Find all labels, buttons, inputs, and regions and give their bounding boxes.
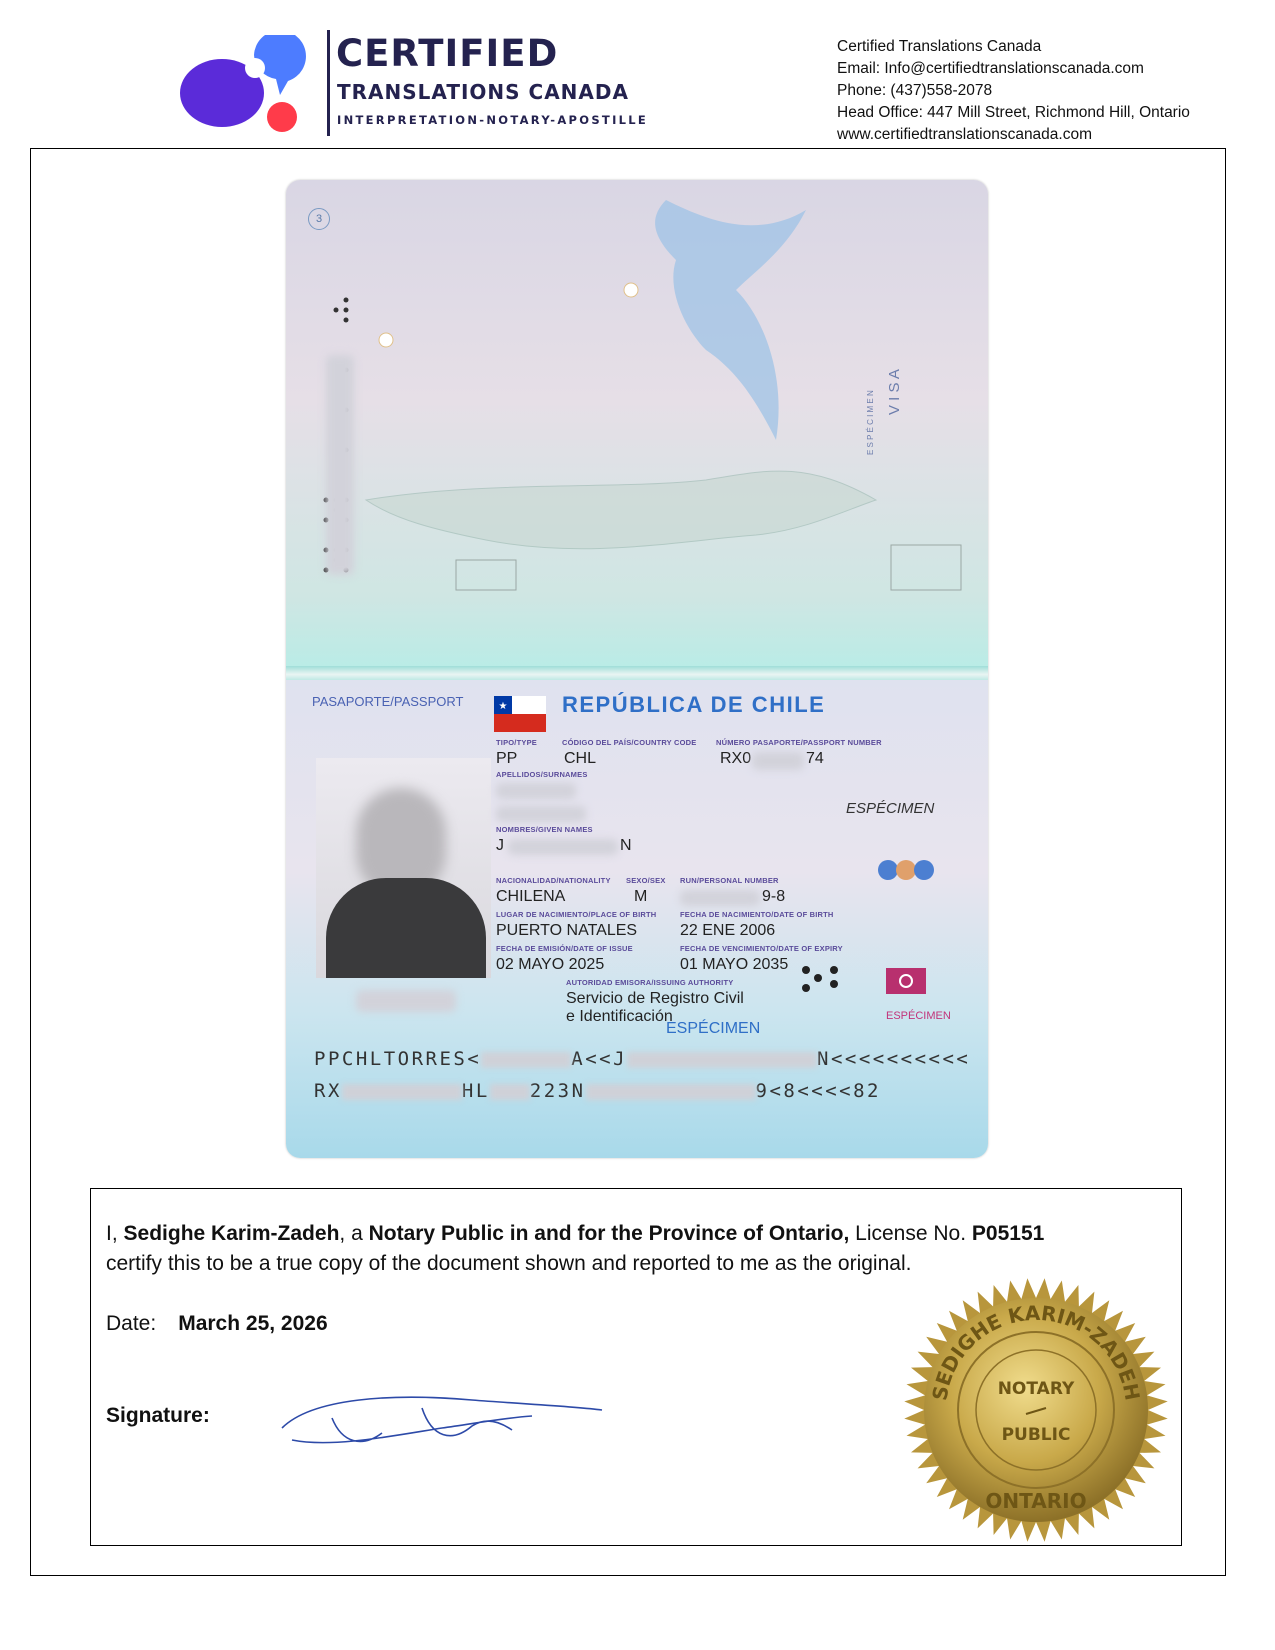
value-date-of-expiry: 01 MAYO 2035 xyxy=(680,956,789,973)
label-date-of-issue: FECHA DE EMISIÓN/DATE OF ISSUE xyxy=(496,944,633,953)
value-date-of-birth: 22 ENE 2006 xyxy=(680,922,776,939)
value-given-name-end: N xyxy=(620,837,632,854)
label-sex: SEXO/SEX xyxy=(626,876,666,885)
contact-phone: Phone: (437)558-2078 xyxy=(837,82,993,99)
value-passport-number-end: 74 xyxy=(806,750,824,767)
label-authority: AUTORIDAD EMISORA/ISSUING AUTHORITY xyxy=(566,978,734,987)
intro-i: I, xyxy=(106,1222,124,1245)
holder-photo xyxy=(316,758,491,978)
contact-office: Head Office: 447 Mill Street, Richmond Hill, Ontario xyxy=(837,104,1190,121)
label-nationality: NACIONALIDAD/NATIONALITY xyxy=(496,876,611,885)
braille-dots-icon xyxy=(796,960,846,1000)
label-type: TIPO/TYPE xyxy=(496,738,537,747)
chile-flag-icon xyxy=(494,696,546,732)
mrz-line1-start: PPCHLTORRES< xyxy=(314,1048,482,1070)
notary-title: Notary Public in and for the Province of Ontario, xyxy=(368,1222,850,1245)
value-nationality: CHILENA xyxy=(496,888,566,905)
certification-statement-line1 xyxy=(106,1222,1044,1246)
mrz-line-2 xyxy=(314,1080,881,1102)
label-date-of-birth: FECHA DE NACIMIENTO/DATE OF BIRTH xyxy=(680,910,834,919)
contact-email: Email: Info@certifiedtranslationscanada.com xyxy=(837,60,1144,77)
license-label: License No. xyxy=(849,1222,972,1245)
certification-statement-line2: certify this to be a true copy of the document shown and reported to me as the original. xyxy=(106,1252,912,1275)
label-place-of-birth: LUGAR DE NACIMIENTO/PLACE OF BIRTH xyxy=(496,910,657,919)
notary-seal-icon xyxy=(902,1276,1170,1544)
label-surnames: APELLIDOS/SURNAMES xyxy=(496,770,588,779)
label-given-names: NOMBRES/GIVEN NAMES xyxy=(496,825,593,834)
document-type-label: PASAPORTE/PASSPORT xyxy=(312,694,464,709)
mrz-line2-start: RX xyxy=(314,1080,342,1102)
mrz-line2-end: 9<8<<<<82 xyxy=(755,1080,881,1102)
passport-data-page xyxy=(286,680,988,1158)
visa-page-artwork xyxy=(286,180,988,670)
signature-label: Signature: xyxy=(106,1404,210,1427)
value-given-name-start: J xyxy=(496,837,504,854)
passport-visa-page xyxy=(286,180,988,670)
mrz-line2-mid1: HL xyxy=(461,1080,490,1102)
label-passport-number: NÚMERO PASAPORTE/PASSPORT NUMBER xyxy=(716,738,882,747)
intro-a: , a xyxy=(339,1222,369,1245)
seal-mid-text-1: NOTARY xyxy=(997,1379,1075,1399)
security-feature-icon xyxy=(876,850,936,890)
svg-text:★: ★ xyxy=(498,701,508,712)
license-number: P05151 xyxy=(971,1222,1045,1245)
emblem-icon xyxy=(886,968,926,994)
mrz-line1-mid: A<<J xyxy=(571,1048,628,1070)
seal-top-text: SEDIGHE KARIM-ZADEH xyxy=(927,1300,1145,1403)
label-country-code: CÓDIGO DEL PAÍS/COUNTRY CODE xyxy=(562,738,697,747)
value-country-code: CHL xyxy=(564,750,597,767)
value-sex: M xyxy=(634,888,648,905)
date-value: March 25, 2026 xyxy=(178,1312,328,1335)
seal-mid-text-2: PUBLIC xyxy=(1001,1425,1071,1445)
label-run: RUN/PERSONAL NUMBER xyxy=(680,876,779,885)
passport-fold xyxy=(286,666,988,680)
mrz-line-1 xyxy=(314,1048,970,1070)
label-date-of-expiry: FECHA DE VENCIMIENTO/DATE OF EXPIRY xyxy=(680,944,843,953)
contact-website: www.certifiedtranslationscanada.com xyxy=(837,126,1093,143)
visa-label: V I S A xyxy=(886,369,903,415)
country-title: REPÚBLICA DE CHILE xyxy=(562,692,826,717)
value-type: PP xyxy=(496,750,518,767)
mrz-line1-end: N<<<<<<<<<< xyxy=(817,1048,971,1070)
notary-signature xyxy=(272,1388,612,1458)
value-passport-number-start: RX0 xyxy=(720,750,752,767)
mrz-line2-mid2: 223N xyxy=(529,1080,586,1102)
specimen-watermark-3: ESPÉCIMEN xyxy=(886,1010,951,1022)
company-logo-icon xyxy=(180,35,310,135)
date-row xyxy=(106,1312,328,1336)
contact-company: Certified Translations Canada xyxy=(837,38,1042,55)
value-run-end: 9-8 xyxy=(762,888,786,905)
logo-divider xyxy=(327,30,330,136)
brand-subname: TRANSLATIONS CANADA xyxy=(337,80,629,104)
page-number: 3 xyxy=(308,208,330,230)
brand-tagline: INTERPRETATION-NOTARY-APOSTILLE xyxy=(337,113,649,127)
passport-scan xyxy=(286,180,988,1158)
specimen-watermark-1: ESPÉCIMEN xyxy=(846,800,935,817)
contact-block xyxy=(837,36,1190,146)
notary-name: Sedighe Karim-Zadeh xyxy=(123,1222,340,1245)
value-date-of-issue: 02 MAYO 2025 xyxy=(496,956,605,973)
specimen-watermark-2: ESPÉCIMEN xyxy=(666,1020,761,1037)
brand-name: CERTIFIED xyxy=(336,32,559,75)
specimen-vertical: E S P É C I M E N xyxy=(866,390,875,455)
value-authority-line1: Servicio de Registro Civil xyxy=(566,990,744,1007)
value-place-of-birth: PUERTO NATALES xyxy=(496,922,638,939)
date-label: Date: xyxy=(106,1312,157,1335)
seal-bottom-text: ONTARIO xyxy=(985,1489,1087,1513)
value-authority-line2: e Identificación xyxy=(566,1008,673,1025)
